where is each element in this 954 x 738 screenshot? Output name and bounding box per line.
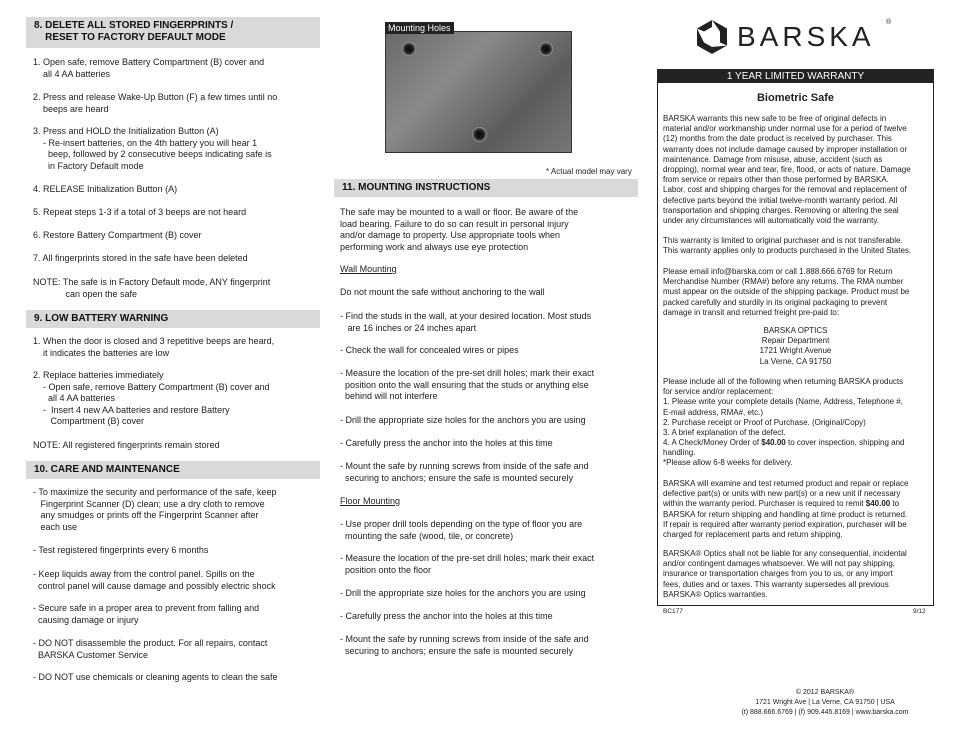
brand-wordmark: BARSKA	[737, 21, 875, 52]
s8-step-2: 2. Press and release Wake-Up Button (F) a few times until no beeps are heard	[33, 92, 278, 114]
s9-note: NOTE: All registered fingerprints remain stored	[33, 440, 220, 450]
wall-step-1: - Find the studs in the wall, at your desired location. Most studs are 16 inches or 24 inches apart	[340, 311, 592, 333]
document-code: BC177	[663, 608, 683, 615]
barska-hex-icon	[694, 19, 730, 55]
floor-step-2: - Measure the location of the pre-set drill holes; mark their exact position onto the floor	[340, 553, 595, 575]
para4b-pre: 4. A Check/Money Order of	[663, 438, 762, 447]
s8-step-3: 3. Press and HOLD the Initialization Button (A) - Re-insert batteries, on the 4th battery you will hear 1 beep, followed by 2 consecutive beeps indicating safe is in Factory Default mode	[33, 126, 272, 171]
para5-post: to BARSKA for return shipping and handling at time product is returned. If repair is required after warranty period expiration, purchaser will be charged for replacement parts and return shipping.	[663, 499, 908, 540]
document-date: 9/12	[913, 608, 926, 615]
return-address: BARSKA OPTICS Repair Department 1721 Wright Avenue La Verne, CA 91750	[759, 326, 832, 366]
floor-mounting-title: Floor Mounting	[340, 496, 401, 506]
floor-step-4: - Carefully press the anchor into the holes at this time	[340, 611, 553, 621]
mounting-holes-photo	[385, 31, 572, 153]
wall-step-3: - Measure the location of the pre-set drill holes; mark their exact position onto the wall ensuring that the studs or anything else behind will not interfere	[340, 368, 595, 401]
warranty-box	[657, 69, 934, 606]
para4b-post: to cover inspection, shipping and handling. *Please allow 6-8 weeks for delivery.	[663, 438, 905, 468]
s10-item-3: - Keep liquids away from the control panel. Spills on the control panel will cause damage and possibly electric shock	[33, 569, 276, 591]
mounting-intro: The safe may be mounted to a wall or floor. Be aware of the load bearing. Failure to do so can result in personal injury and/or damage to property. Use appropriate tools when performing work and always use eye protection	[340, 207, 579, 252]
s10-item-6: - DO NOT use chemicals or cleaning agents to clean the safe	[33, 672, 278, 682]
section-10-header: 10. CARE AND MAINTENANCE	[26, 461, 320, 479]
warranty-para-6: BARSKA® Optics shall not be liable for any consequential, incidental and/or contingent damages whatsoever. We will not pay shipping, insurance or transportation charges from you to us, or any import fees, duties and or taxes. This warranty supersedes all previous BARSKA® Optics warranties.	[663, 549, 907, 599]
warranty-title: Biometric Safe	[756, 92, 835, 104]
floor-step-1: - Use proper drill tools depending on the type of floor you are mounting the safe (wood, tile, or concrete)	[340, 519, 583, 541]
wall-mounting-title: Wall Mounting	[340, 264, 397, 274]
mounting-hole-icon	[539, 42, 553, 56]
s8-note: NOTE: The safe is in Factory Default mode, ANY fingerprint can open the safe	[33, 277, 271, 299]
wall-step-2: - Check the wall for concealed wires or pipes	[340, 345, 519, 355]
section-8-header: 8. DELETE ALL STORED FINGERPRINTS / RESET TO FACTORY DEFAULT MODE	[26, 17, 320, 48]
warranty-para-5	[663, 479, 908, 540]
barska-logo	[694, 18, 894, 56]
warranty-para-4: Please include all of the following when returning BARSKA products for service and/or replacement: 1. Please write your complete details (Name, Address, Telephone #, E-mail address, RMA#, etc.) 2. Purchase receipt or Proof of Purchase. (Original/Copy) 3. A brief explanation of the defect.	[663, 377, 904, 438]
floor-step-5: - Mount the safe by running screws from inside of the safe and securing to anchors; ensure the safe is mounted securely	[340, 634, 589, 656]
s8-step-4: 4. RELEASE Initialization Button (A)	[33, 184, 178, 194]
s10-item-4: - Secure safe in a proper area to prevent from falling and causing damage or injury	[33, 603, 260, 625]
wall-mounting-note: Do not mount the safe without anchoring to the wall	[340, 287, 545, 297]
s10-item-5: - DO NOT disassemble the product. For all repairs, contact BARSKA Customer Service	[33, 638, 268, 660]
s8-step-6: 6. Restore Battery Compartment (B) cover	[33, 230, 202, 240]
footer-address: 1721 Wright Ave | La Verne, CA 91750 | USA	[755, 699, 895, 706]
s10-item-2: - Test registered fingerprints every 6 months	[33, 545, 209, 555]
s9-step-2: 2. Replace batteries immediately - Open safe, remove Battery Compartment (B) cover and all 4 AA batteries - Insert 4 new AA batteries and restore Battery Compartment (B) cover	[33, 370, 270, 426]
warranty-para-4b	[663, 438, 905, 469]
warranty-para-3: Please email info@barska.com or call 1.888.666.6769 for Return Merchandise Number (RMA#) before any returns. The RMA number must appear on the outside of the shipping package. Product must be packed carefully and sturdily in its original packaging to prevent damage in transit and returned freight pre-paid to:	[663, 267, 910, 317]
section-9-header: 9. LOW BATTERY WARNING	[26, 310, 320, 328]
warranty-para-1: BARSKA warrants this new safe to be free of original defects in material and/or workmanship under normal use for a period of twelve (12) months from the date product is received by purchaser. This warranty does not include damage caused by improper installation or maintenance. Damage from misuse, abuse, accident (such as dropping), normal wear and tear, fire, flood, or acts of nature. Damage from service or repairs other than those performed by BARSKA. Labor, cost and shipping charges for the removal and replacement of defective parts beyond the initial twelve-month warranty period. All transportation and shipping charges. Removing or altering the seal under any circumstances will automatically void the warranty.	[663, 114, 911, 226]
section-11-header: 11. MOUNTING INSTRUCTIONS	[334, 179, 638, 197]
wall-step-6: - Mount the safe by running screws from inside of the safe and securing to anchors; ensure the safe is mounted securely	[340, 461, 589, 483]
s10-item-1: - To maximize the security and performance of the safe, keep Fingerprint Scanner (D) clean; use a dry cloth to remove any smudges or prints off the Fingerprint Scanner after each use	[33, 487, 277, 532]
para5-amount: $40.00	[865, 499, 891, 509]
floor-step-3: - Drill the appropriate size holes for the anchors you are using	[340, 588, 586, 598]
warranty-banner: 1 YEAR LIMITED WARRANTY	[658, 70, 933, 83]
mounting-hole-icon	[402, 42, 416, 56]
footer	[700, 688, 950, 718]
brand-reg-mark: ®	[886, 19, 892, 26]
photo-label: Mounting Holes	[385, 22, 454, 34]
warranty-para-2: This warranty is limited to original purchaser and is not transferable. This warranty applies only to products purchased in the United States.	[663, 236, 912, 256]
photo-note: * Actual model may vary	[546, 167, 632, 176]
para4b-amount: $40.00	[761, 438, 786, 447]
s9-step-1: 1. When the door is closed and 3 repetitive beeps are heard, it indicates the batteries are low	[33, 336, 275, 358]
s8-step-1: 1. Open safe, remove Battery Compartment (B) cover and all 4 AA batteries	[33, 57, 265, 79]
wall-step-5: - Carefully press the anchor into the holes at this time	[340, 438, 553, 448]
para5-pre: BARSKA will examine and test returned product and repair or replace defective part(s) or units with new part(s) or a new unit if necessary within the warranty period. Purchaser is required to remit	[663, 479, 909, 509]
wall-step-4: - Drill the appropriate size holes for the anchors you are using	[340, 415, 586, 425]
s8-step-5: 5. Repeat steps 1-3 if a total of 3 beeps are not heard	[33, 207, 247, 217]
s8-step-7: 7. All fingerprints stored in the safe have been deleted	[33, 253, 248, 263]
footer-contact: (t) 888.666.6769 | (f) 909.445.8169 | www.barska.com	[741, 709, 909, 716]
footer-copyright: © 2012 BARSKA®	[795, 689, 855, 696]
mounting-hole-icon	[472, 127, 487, 142]
